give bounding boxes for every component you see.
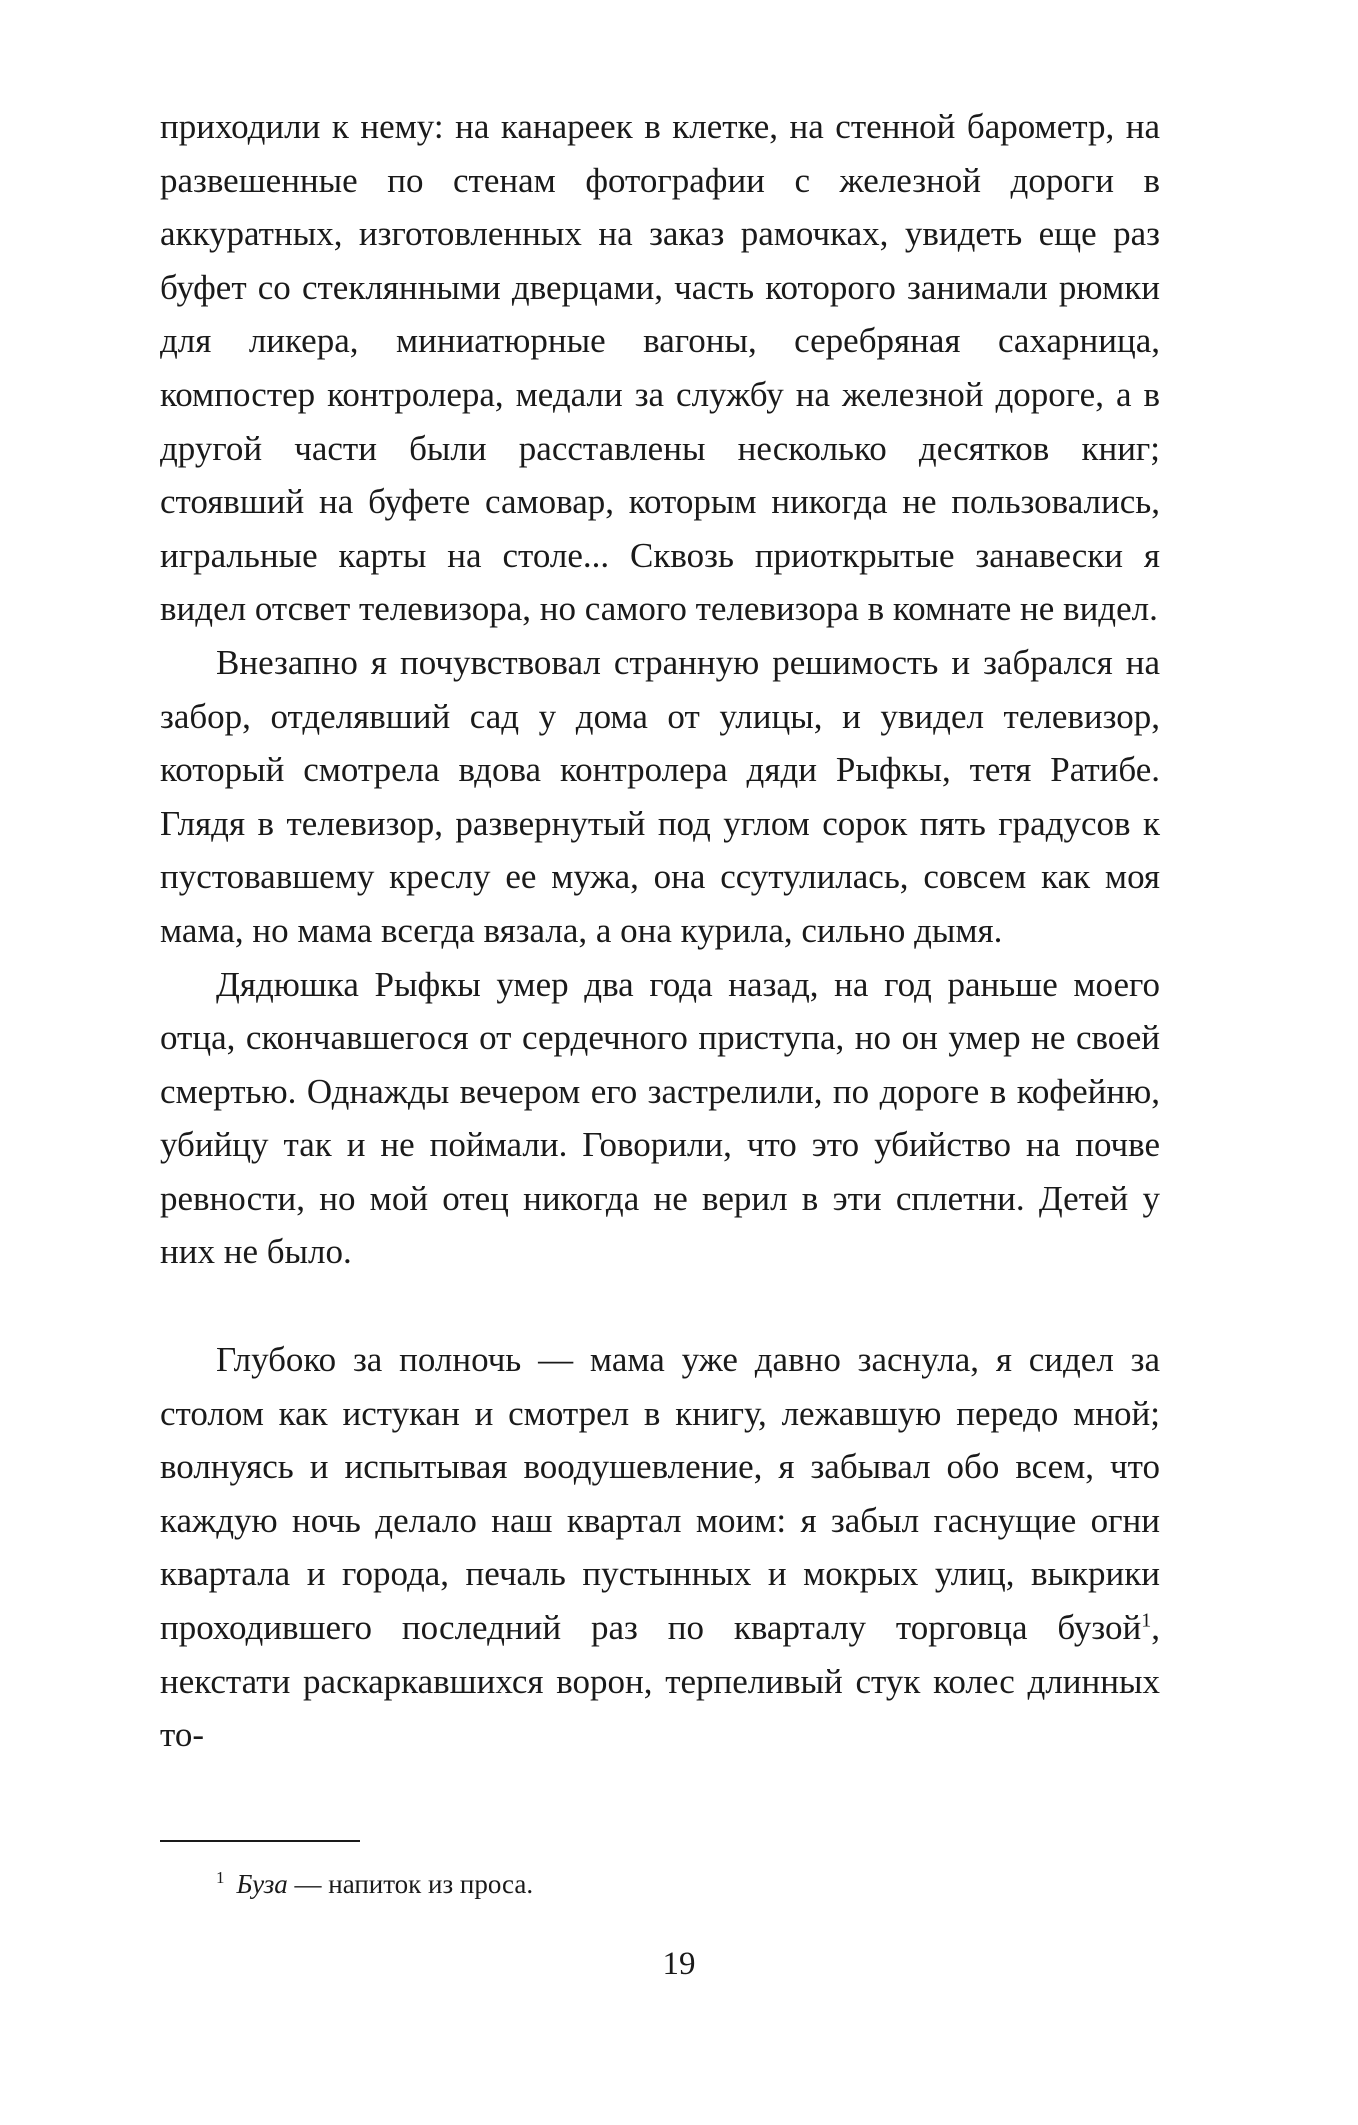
footnote-separator <box>160 1840 360 1842</box>
page-body <box>160 100 1160 1762</box>
footnote <box>216 1866 533 1902</box>
paragraph-4 <box>160 1333 1160 1762</box>
paragraph-2: Внезапно я почувствовал странную решимость и забрался на забор, отделявший сад у дома от улицы, и увидел телевизор, который смотрела вдова контролера дяди Рыфкы, тетя Ратибе. Глядя в телевизор, развернутый под углом сорок пять градусов к пустовавшему креслу ее мужа, она ссутулилась, совсем как моя мама, но мама всегда вязала, а она курила, сильно дымя. <box>160 642 1160 950</box>
footnote-text: — напиток из проса. <box>287 1869 534 1899</box>
footnote-term: Буза <box>236 1869 288 1899</box>
paragraph-1: приходили к нему: на канареек в клетке, на стенной барометр, на развешенные по стенам фотографии с железной дороги в аккуратных, изготовленных на заказ рамочках, увидеть еще раз буфет со стеклянными дверцами, часть которого занимали рюмки для ликера, миниатюрные вагоны, серебряная сахарница, компостер контролера, медали за службу на железной дороге, а в другой части были расставлены несколько десятков книг; стоявший на буфете самовар, которым никогда не пользовались, игральные карты на столе... Сквозь приоткрытые занавески я видел отсвет телевизора, но самого телевизора в комнате не видел. <box>160 107 1160 629</box>
paragraph-4-tail: , некстати раскаркавшихся ворон, терпеливый стук колес длинных то- <box>160 1608 1160 1755</box>
page-number: 19 <box>662 1946 696 1982</box>
section-break <box>160 1279 1160 1333</box>
footnote-reference[interactable]: 1 <box>1141 1609 1152 1632</box>
footnote-mark: 1 <box>216 1868 225 1887</box>
paragraph-3: Дядюшка Рыфкы умер два года назад, на год раньше моего отца, скончавшегося от сердечного приступа, но он умер не своей смертью. Однажды вечером его застрелили, по дороге в кофейню, убийцу так и не поймали. Говорили, что это убийство на почве ревности, но мой отец никогда не верил в эти сплетни. Детей у них не было. <box>160 964 1160 1272</box>
paragraph-4-text: Глубоко за полночь — мама уже давно заснула, я сидел за столом как истукан и смотрел в книгу, лежавшую передо мной; волнуясь и испытывая воодушевление, я забывал обо всем, что каждую ночь делало наш квартал моим: я забыл гаснущие огни квартала и города, печаль пустынных и мокрых улиц, выкрики проходившего последний раз по кварталу торговца бузой <box>160 1340 1160 1648</box>
